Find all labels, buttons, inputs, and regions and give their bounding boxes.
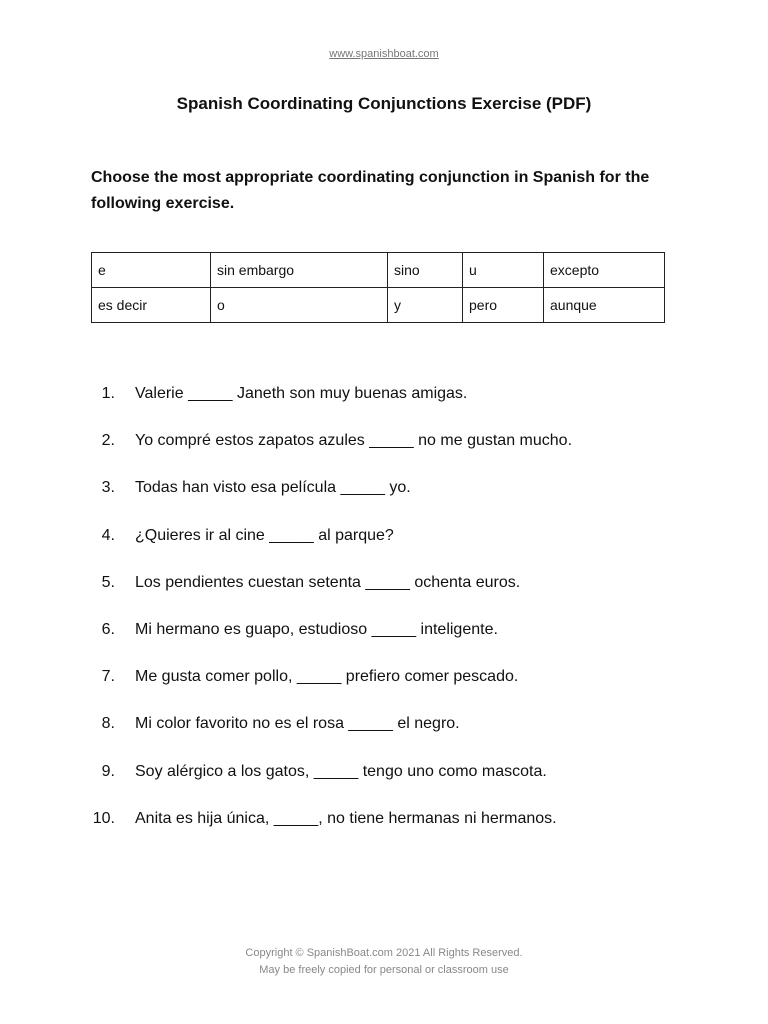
- question-item: [91, 664, 711, 711]
- site-link[interactable]: www.spanishboat.com: [329, 48, 439, 60]
- table-cell: excepto: [544, 253, 665, 288]
- footer: [0, 945, 768, 979]
- question-text: ¿Quieres ir al cine _____ al parque?: [135, 526, 394, 544]
- question-item: [91, 428, 711, 475]
- table-cell: y: [388, 288, 463, 323]
- page-title: Spanish Coordinating Conjunctions Exercise (PDF): [176, 94, 592, 113]
- question-number: 6.: [101, 620, 115, 638]
- table-cell: u: [463, 253, 544, 288]
- question-text: Mi hermano es guapo, estudioso _____ inteligente.: [135, 620, 498, 638]
- question-text: Yo compré estos zapatos azules _____ no me gustan mucho.: [135, 432, 573, 450]
- table-cell: es decir: [92, 288, 211, 323]
- table-cell: sin embargo: [211, 253, 388, 288]
- copyright-text: Copyright © SpanishBoat.com 2021 All Rights Reserved.: [245, 947, 523, 959]
- question-number: 4.: [101, 526, 115, 544]
- question-number: 3.: [101, 479, 115, 497]
- word-bank-table: [91, 252, 665, 323]
- question-number: 10.: [92, 809, 115, 827]
- question-item: [91, 711, 711, 758]
- question-text: Me gusta comer pollo, _____ prefiero comer pescado.: [135, 668, 519, 686]
- question-number: 2.: [101, 432, 115, 450]
- question-number: 7.: [101, 668, 115, 686]
- question-item: [91, 475, 711, 522]
- question-item: [91, 570, 711, 617]
- question-list: [91, 381, 711, 853]
- table-cell: pero: [463, 288, 544, 323]
- question-item: [91, 523, 711, 570]
- question-text: Soy alérgico a los gatos, _____ tengo uno como mascota.: [135, 762, 547, 780]
- question-item: [91, 759, 711, 806]
- question-item: [91, 617, 711, 664]
- question-item: [91, 806, 711, 853]
- question-item: [91, 381, 711, 428]
- question-number: 5.: [101, 573, 115, 591]
- table-row: [92, 288, 665, 323]
- table-row: [92, 253, 665, 288]
- table-cell: aunque: [544, 288, 665, 323]
- question-text: Todas han visto esa película _____ yo.: [135, 479, 411, 497]
- instructions-text: Choose the most appropriate coordinating conjunction in Spanish for the following exercise.: [91, 169, 650, 212]
- table-cell: o: [211, 288, 388, 323]
- table-cell: e: [92, 253, 211, 288]
- question-text: Mi color favorito no es el rosa _____ el negro.: [135, 715, 460, 733]
- question-number: 1.: [101, 385, 115, 402]
- question-number: 8.: [101, 715, 115, 733]
- usage-note: May be freely copied for personal or classroom use: [259, 964, 509, 976]
- question-number: 9.: [101, 762, 115, 780]
- question-text: Anita es hija única, _____, no tiene hermanas ni hermanos.: [135, 809, 557, 827]
- question-text: Valerie _____ Janeth son muy buenas amigas.: [135, 385, 468, 402]
- table-cell: sino: [388, 253, 463, 288]
- question-text: Los pendientes cuestan setenta _____ ochenta euros.: [135, 573, 521, 591]
